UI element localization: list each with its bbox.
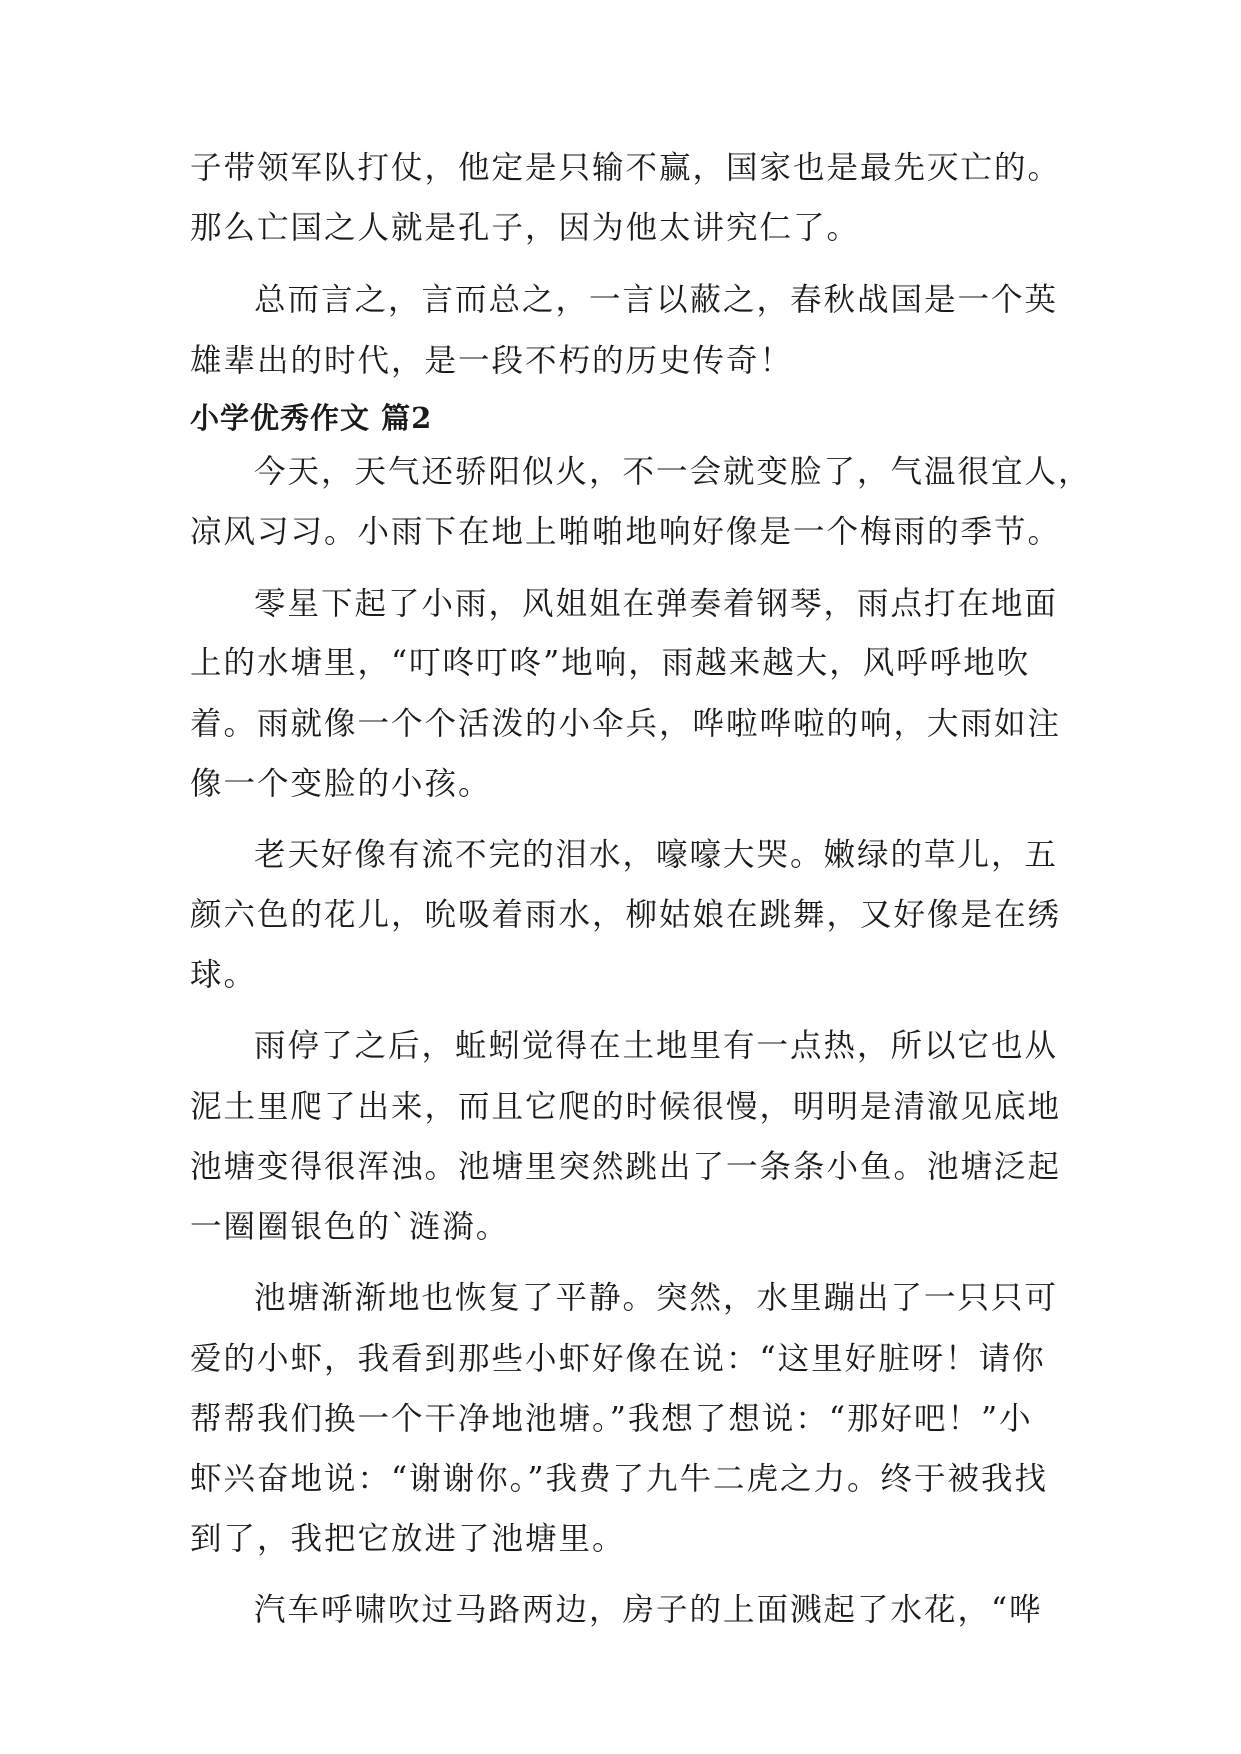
paragraph-first-line: 汽车呼啸吹过马路两边，房子的上面溅起了水花，“哗 — [254, 1592, 1043, 1628]
text-line: 到了，我把它放进了池塘里。 — [190, 1521, 626, 1557]
paragraph-first-line: 今天，天气还骄阳似火，不一会就变脸了，气温很宜人， — [254, 454, 1092, 490]
text-line: 泥土里爬了出来，而且它爬的时候很慢，明明是清澈见底地 — [190, 1089, 1062, 1125]
paragraph-first-line: 零星下起了小雨，风姐姐在弹奏着钢琴，雨点打在地面 — [254, 586, 1059, 622]
text-line: 像一个变脸的小孩。 — [190, 766, 492, 802]
text-line: 子带领军队打仗，他定是只输不赢，国家也是最先灭亡的。 — [190, 150, 1062, 186]
text-line: 帮帮我们换一个干净地池塘。”我想了想说：“那好吧！”小 — [190, 1401, 1033, 1437]
text-line: 池塘变得很浑浊。池塘里突然跳出了一条条小鱼。池塘泛起 — [190, 1149, 1062, 1185]
text-line: 雄辈出的时代，是一段不朽的历史传奇！ — [190, 343, 794, 379]
text-line: 那么亡国之人就是孔子，因为他太讲究仁了。 — [190, 210, 861, 246]
text-line: 一圈圈银色的`涟漪。 — [190, 1209, 510, 1245]
text-line: 爱的小虾，我看到那些小虾好像在说：“这里好脏呀！请你 — [190, 1341, 1046, 1377]
text-line: 凉风习习。小雨下在地上啪啪地响好像是一个梅雨的季节。 — [190, 514, 1062, 550]
paragraph-first-line: 总而言之，言而总之，一言以蔽之，春秋战国是一个英 — [254, 282, 1059, 318]
paragraph-first-line: 老天好像有流不完的泪水，嚎嚎大哭。嫩绿的草儿，五 — [254, 837, 1059, 873]
paragraph-first-line: 池塘渐渐地也恢复了平静。突然，水里蹦出了一只只可 — [254, 1280, 1059, 1316]
text-line: 球。 — [190, 957, 258, 993]
paragraph-first-line: 雨停了之后，蚯蚓觉得在土地里有一点热，所以它也从 — [254, 1028, 1059, 1064]
text-line: 着。雨就像一个个活泼的小伞兵，哗啦哗啦的响，大雨如注 — [190, 706, 1062, 742]
text-line: 颜六色的花儿，吮吸着雨水，柳姑娘在跳舞，又好像是在绣 — [190, 897, 1062, 933]
text-line: 虾兴奋地说：“谢谢你。”我费了九牛二虎之力。终于被我找 — [190, 1461, 1048, 1497]
section-heading: 小学优秀作文 篇2 — [190, 401, 433, 435]
text-line: 上的水塘里，“叮咚叮咚”地响，雨越来越大，风呼呼地吹 — [190, 645, 1031, 681]
